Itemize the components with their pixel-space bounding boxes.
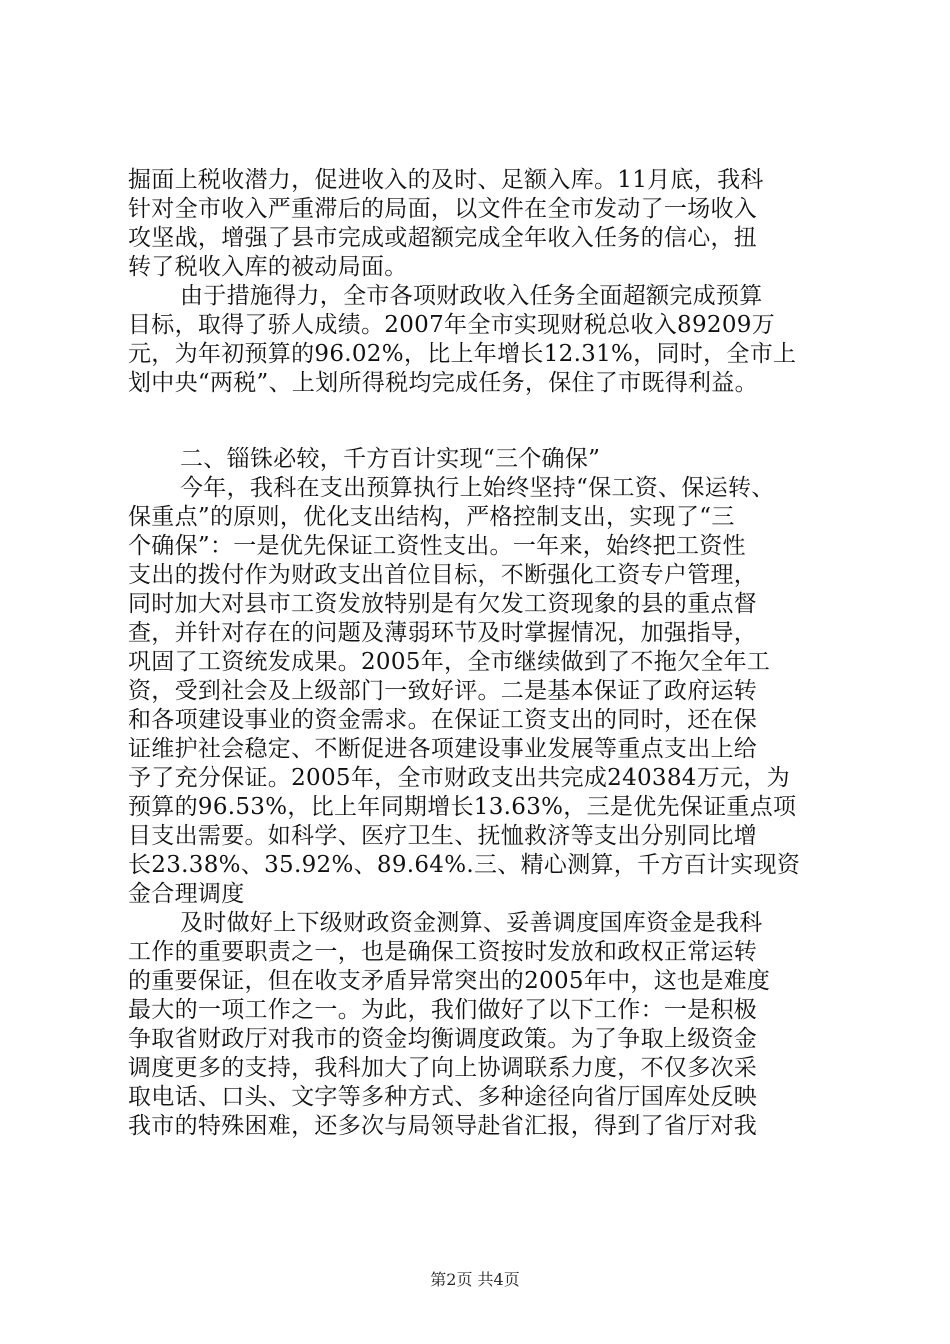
paragraph-2 [128, 282, 840, 398]
text-line: 取电话、口头、文字等多种方式、多种途径向省厅国库处反映 [128, 1084, 758, 1110]
text-line: 目支出需要。如科学、医疗卫生、抚恤救济等支出分别同比增 [128, 823, 758, 849]
heading-line: 二、锱铢必较，千方百计实现“三个确保” [180, 446, 601, 472]
text-line: 支出的拨付作为财政支出首位目标，不断强化工资专户管理， [128, 562, 758, 588]
paragraph-4 [128, 909, 840, 1141]
text-line: 同时加大对县市工资发放特别是有欠发工资现象的县的重点督 [128, 591, 758, 617]
text-line: 攻坚战，增强了县市完成或超额完成全年收入任务的信心，扭 [128, 225, 758, 251]
text-line: 争取省财政厅对我市的资金均衡调度政策。为了争取上级资金 [128, 1026, 758, 1052]
text-line: 今年，我科在支出预算执行上始终坚持“保工资、保运转、 [180, 475, 775, 501]
text-line: 查，并针对存在的问题及薄弱环节及时掌握情况，加强指导， [128, 620, 758, 646]
section-heading [128, 445, 840, 474]
paragraph-1 [128, 166, 840, 282]
text-line: 个确保”：一是优先保证工资性支出。一年来，始终把工资性 [128, 533, 746, 559]
paragraph-spacer [128, 398, 840, 445]
text-line: 工作的重要职责之一，也是确保工资按时发放和政权正常运转 [128, 939, 758, 965]
text-line: 我市的特殊困难，还多次与局领导赴省汇报，得到了省厅对我 [128, 1113, 758, 1139]
text-line: 转了税收入库的被动局面。 [128, 254, 408, 280]
page-number: 第2页 共4页 [430, 1270, 520, 1289]
text-line: 巩固了工资统发成果。2005年，全市继续做到了不拖欠全年工 [128, 649, 771, 675]
text-line: 划中央“两税”、上划所得税均完成任务，保住了市既得利益。 [128, 370, 758, 396]
text-line: 及时做好上下级财政资金测算、妥善调度国库资金是我科 [180, 910, 763, 936]
text-line: 金合理调度 [128, 881, 245, 907]
page-footer [0, 1270, 950, 1290]
text-line: 由于措施得力，全市各项财政收入任务全面超额完成预算 [180, 283, 763, 309]
text-line: 针对全市收入严重滞后的局面，以文件在全市发动了一场收入 [128, 196, 758, 222]
text-line: 资，受到社会及上级部门一致好评。二是基本保证了政府运转 [128, 678, 758, 704]
text-line: 予了充分保证。2005年，全市财政支出共完成240384万元，为 [128, 765, 790, 791]
text-line: 证维护社会稳定、不断促进各项建设事业发展等重点支出上给 [128, 736, 758, 762]
text-line: 调度更多的支持，我科加大了向上协调联系力度，不仅多次采 [128, 1055, 758, 1081]
text-line: 最大的一项工作之一。为此，我们做好了以下工作：一是积极 [128, 997, 758, 1023]
text-line: 元，为年初预算的96.02%，比上年增长12.31%，同时，全市上 [128, 341, 797, 367]
text-line: 保重点”的原则，优化支出结构，严格控制支出，实现了“三 [128, 504, 735, 530]
text-line: 预算的96.53%，比上年同期增长13.63%，三是优先保证重点项 [128, 794, 797, 820]
text-line: 长23.38%、35.92%、89.64%.三、精心测算，千方百计实现资 [128, 852, 801, 878]
text-line: 掘面上税收潜力，促进收入的及时、足额入库。11月底，我科 [128, 167, 764, 193]
text-line: 目标，取得了骄人成绩。2007年全市实现财税总收入89209万 [128, 312, 775, 338]
paragraph-3 [128, 474, 840, 909]
document-body [128, 166, 840, 1141]
text-line: 的重要保证，但在收支矛盾异常突出的2005年中，这也是难度 [128, 968, 771, 994]
text-line: 和各项建设事业的资金需求。在保证工资支出的同时，还在保 [128, 707, 758, 733]
